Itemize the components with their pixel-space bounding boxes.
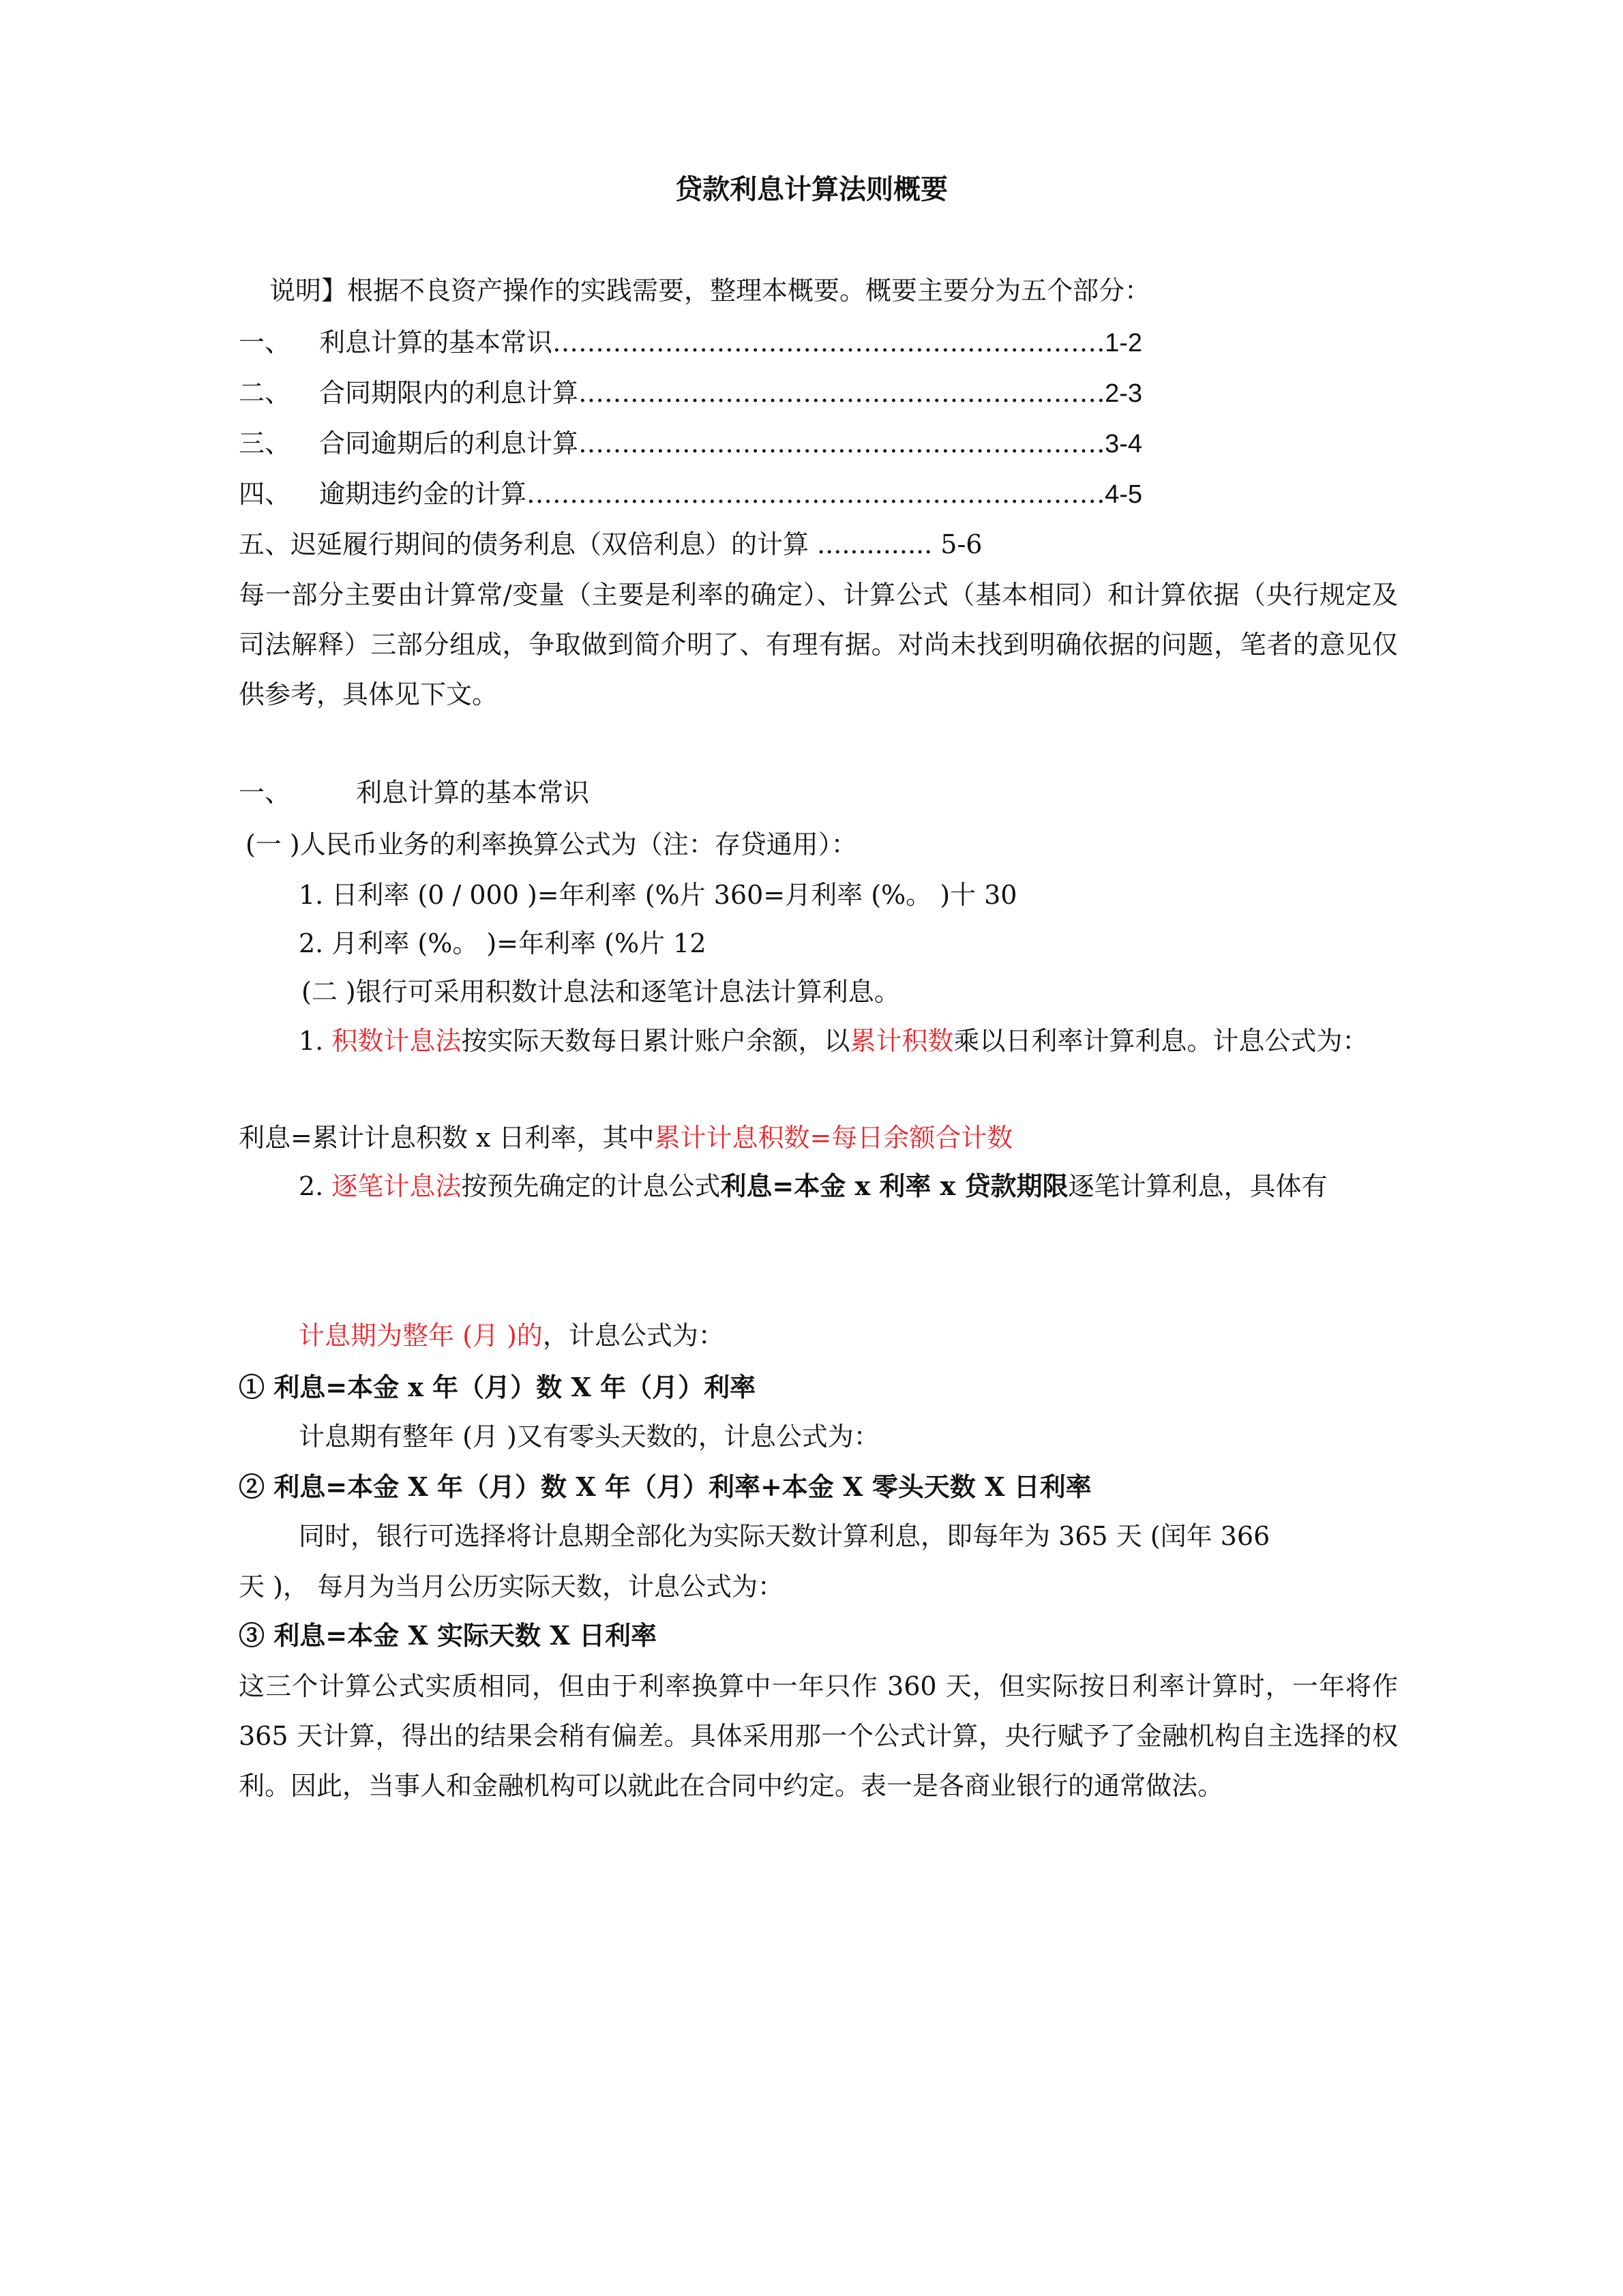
intro-paragraph: 说明】根据不良资产操作的实践需要，整理本概要。概要主要分为五个部分： [269,276,1151,306]
case-text: ，计息公式为： [542,1321,724,1351]
subsection-2-heading: (二 )银行可采用积数计息法和逐笔计息法计算利息。 [301,977,900,1007]
item-text: 按预先确定的计息公式 [461,1171,721,1201]
case-actual-days-line-1: 同时，银行可选择将计息期全部化为实际天数计算利息，即每年为 365 天 (闰年 366 [299,1521,1270,1551]
equation-1: ① 利息=本金 x 年（月）数 X 年（月）利率 [239,1372,756,1402]
item-itemized-method [239,1161,1398,1211]
bold-interest-formula: 利息=本金 x 利率 x 贷款期限 [720,1171,1069,1201]
toc-leader [526,473,1105,514]
item-text: 乘以日利率计算利息。计息公式为： [953,1026,1369,1056]
item-text: 按实际天数每日累计账户余额，以 [461,1026,850,1056]
formula-daily-rate: 1. 日利率 (0 / 000 )=年利率 (%片 360=月利率 (%。 )十 30 [299,880,1017,910]
equation-2: ② 利息=本金 X 年（月）数 X 年（月）利率+本金 X 零头天数 X 日利率 [239,1471,1092,1502]
toc-label: 合同期限内的利息计算 [319,378,579,408]
section-title: 利息计算的基本常识 [356,778,590,808]
toc-number: 二、 [239,378,291,408]
toc-number: 四、 [239,479,291,509]
toc-number: 一、 [239,327,291,357]
toc-label: 逾期违约金的计算 [319,479,527,509]
toc-leader [578,423,1105,464]
toc-leader [578,372,1105,413]
equation-3: ③ 利息=本金 X 实际天数 X 日利率 [239,1620,657,1651]
accumulation-formula [239,1117,1013,1158]
formula-text: 利息=累计计息积数 x 日利率，其中 [239,1123,655,1153]
section-number: 一、 [239,778,291,808]
item-prefix: 2. [299,1171,332,1201]
toc-label: 合同逾期后的利息计算 [319,428,579,458]
summary-paragraph: 每一部分主要由计算常/变量（主要是利率的确定）、计算公式（基本相同）和计算依据（央行规定及司法解释）三部分组成，争取做到简介明了、有理有据。对尚未找到明确依据的问题，笔者的意见仅供参考，具体见下文。 [239,580,1398,709]
case-actual-days-line-2: 天 )， 每月为当月公历实际天数，计息公式为： [239,1572,784,1602]
item-accumulation-method [239,1016,1398,1066]
item-prefix: 1. [299,1026,332,1056]
formula-monthly-rate: 2. 月利率 (%。 )=年利率 (%片 12 [299,928,706,958]
toc-item-4 [239,473,1142,515]
toc-page: 3-4 [1105,430,1142,458]
item-text: 逐笔计算利息，具体有 [1068,1171,1328,1201]
toc-item-5: 五、迟延履行期间的债务利息（双倍利息）的计算 .............. 5-6 [239,529,983,559]
toc-page: 2-3 [1105,379,1142,408]
highlight-accumulated-sum: 累计积数 [850,1026,954,1056]
highlight-accumulation-method: 积数计息法 [331,1026,462,1056]
case-whole-period [299,1315,724,1356]
highlight-accumulation-definition: 累计计息积数=每日余额合计数 [654,1123,1013,1153]
subsection-1-heading: (一 )人民币业务的利率换算公式为（注：存贷通用）： [245,829,857,859]
toc-label: 利息计算的基本常识 [319,327,553,357]
toc-item-3 [239,423,1142,465]
highlight-whole-period: 计息期为整年 (月 )的 [299,1321,543,1351]
toc-item-2 [239,372,1142,414]
section-heading-1 [239,772,589,813]
toc-item-1 [239,322,1142,364]
case-with-odd-days: 计息期有整年 (月 )又有零头天数的，计息公式为： [299,1422,880,1452]
toc-number: 三、 [239,428,291,458]
toc-leader [552,322,1105,363]
toc-page: 1-2 [1105,329,1142,357]
document-title: 贷款利息计算法则概要 [675,173,948,205]
toc-page: 4-5 [1105,480,1142,509]
closing-paragraph: 这三个计算公式实质相同，但由于利率换算中一年只作 360 天，但实际按日利率计算时，一年将作 365 天计算，得出的结果会稍有偏差。具体采用那一个公式计算，央行赋予了金融机构自主选择的权利。因此，当事人和金融机构可以就此在合同中约定。表一是各商业银行的通常做法。 [239,1671,1398,1801]
highlight-itemized-method: 逐笔计息法 [331,1171,462,1201]
